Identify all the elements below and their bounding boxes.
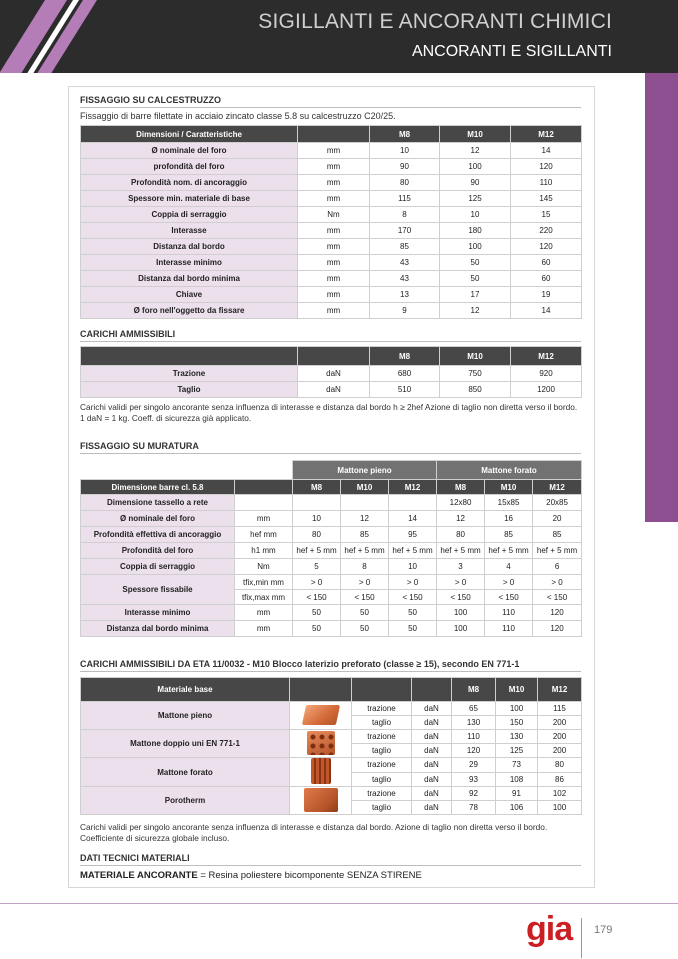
row-label: Coppia di serraggio xyxy=(81,559,235,575)
table-row xyxy=(81,303,582,319)
table-row xyxy=(81,143,582,159)
table-cell: 29 xyxy=(452,758,496,773)
table-cell: 110 xyxy=(485,605,533,621)
material-value: = Resina poliestere bicomponente SENZA STIRENE xyxy=(200,870,422,881)
row-label: Distanza dal bordo minima xyxy=(81,621,235,637)
side-color-tab xyxy=(645,73,678,522)
section-divider xyxy=(80,865,581,866)
porotherm-brick-icon xyxy=(304,788,338,812)
table-cell: 93 xyxy=(452,772,496,787)
column-header xyxy=(352,678,412,702)
row-label: Chiave xyxy=(81,287,298,303)
section-title-masonry: FISSAGGIO SU MURATURA xyxy=(80,441,199,451)
section-divider xyxy=(80,671,581,672)
table-row xyxy=(81,559,582,575)
table-cell: 50 xyxy=(389,621,437,637)
table-cell: 78 xyxy=(452,801,496,815)
column-header: M8 xyxy=(452,678,496,702)
table-row xyxy=(81,730,582,744)
table-cell: mm xyxy=(298,287,370,303)
header-row xyxy=(81,678,582,702)
table-cell: daN xyxy=(412,730,452,744)
row-label: Profondità nom. di ancoraggio xyxy=(81,175,298,191)
table-cell: trazione xyxy=(352,730,412,744)
material-label: MATERIALE ANCORANTE xyxy=(80,870,198,881)
table-cell: hef + 5 mm xyxy=(389,543,437,559)
table-cell: < 150 xyxy=(533,590,582,605)
column-header: M12 xyxy=(511,347,582,366)
column-header: Dimensioni / Caratteristiche xyxy=(81,126,298,143)
table-cell: hef + 5 mm xyxy=(437,543,485,559)
table-cell: 125 xyxy=(440,191,511,207)
table-cell: 13 xyxy=(370,287,440,303)
table-cell: 12 xyxy=(440,303,511,319)
table-row xyxy=(81,255,582,271)
column-header: M8 xyxy=(370,126,440,143)
table-cell: mm xyxy=(298,223,370,239)
table-cell: trazione xyxy=(352,758,412,773)
table-cell: 10 xyxy=(293,511,341,527)
row-label: Taglio xyxy=(81,382,298,398)
hollow-brick-icon xyxy=(311,758,331,784)
table-cell: Nm xyxy=(235,559,293,575)
table-cell: 100 xyxy=(440,159,511,175)
table-cell: < 150 xyxy=(341,590,389,605)
section-title-concrete: FISSAGGIO SU CALCESTRUZZO xyxy=(80,95,222,105)
table-cell: < 150 xyxy=(485,590,533,605)
table-cell: trazione xyxy=(352,787,412,801)
table-cell: 12 xyxy=(341,511,389,527)
table-cell: tfix,min mm xyxy=(235,575,293,590)
table-row xyxy=(81,207,582,223)
table-cell: mm xyxy=(235,511,293,527)
masonry-table xyxy=(80,460,582,637)
table-cell: mm xyxy=(298,239,370,255)
table-cell: 110 xyxy=(452,730,496,744)
table-cell: 120 xyxy=(511,159,582,175)
table-cell: 20x85 xyxy=(533,495,582,511)
table-cell: daN xyxy=(412,787,452,801)
double-brick-icon xyxy=(307,731,335,755)
table-cell: > 0 xyxy=(485,575,533,590)
table-cell: 170 xyxy=(370,223,440,239)
table-cell: 680 xyxy=(370,366,440,382)
table-cell: 15 xyxy=(511,207,582,223)
table-cell: 90 xyxy=(440,175,511,191)
group-header: Mattone pieno xyxy=(293,461,437,480)
table-cell: daN xyxy=(412,702,452,716)
table-row xyxy=(81,543,582,559)
table-row xyxy=(81,191,582,207)
table-cell: 95 xyxy=(389,527,437,543)
table-row xyxy=(81,702,582,716)
table-cell: 102 xyxy=(538,787,582,801)
table-cell: 20 xyxy=(533,511,582,527)
table-cell: > 0 xyxy=(293,575,341,590)
material-line xyxy=(80,870,422,881)
table-cell: hef + 5 mm xyxy=(533,543,582,559)
table-cell: 510 xyxy=(370,382,440,398)
table-cell: 50 xyxy=(440,271,511,287)
gia-logo: gia xyxy=(526,910,573,948)
header-title: SIGILLANTI E ANCORANTI CHIMICI xyxy=(258,10,612,33)
table-cell: 120 xyxy=(533,605,582,621)
table-row xyxy=(81,287,582,303)
table-cell: 10 xyxy=(370,143,440,159)
material-name: Mattone doppio uni EN 771-1 xyxy=(81,730,290,758)
row-label: Spessore min. materiale di base xyxy=(81,191,298,207)
table-cell: 80 xyxy=(437,527,485,543)
column-header: M12 xyxy=(533,480,582,495)
solid-brick-icon xyxy=(301,705,339,725)
header-subtitle: ANCORANTI E SIGILLANTI xyxy=(411,43,612,60)
table-row xyxy=(81,511,582,527)
table-cell: 4 xyxy=(485,559,533,575)
table-cell: 10 xyxy=(440,207,511,223)
material-image xyxy=(290,702,352,730)
table-cell: 60 xyxy=(511,271,582,287)
table-cell: 100 xyxy=(496,702,538,716)
table-cell: < 150 xyxy=(389,590,437,605)
table-cell: 85 xyxy=(533,527,582,543)
table-row xyxy=(81,159,582,175)
column-header xyxy=(298,347,370,366)
page-header xyxy=(0,0,678,73)
concrete-subtitle: Fissaggio di barre filettate in acciaio zincato classe 5.8 su calcestruzzo C20/25. xyxy=(80,111,396,121)
material-name: Mattone pieno xyxy=(81,702,290,730)
table-cell: 12x80 xyxy=(437,495,485,511)
material-image xyxy=(290,730,352,758)
table-cell: 6 xyxy=(533,559,582,575)
row-label: Distanza dal bordo minima xyxy=(81,271,298,287)
table-cell: 80 xyxy=(370,175,440,191)
table-cell: 920 xyxy=(511,366,582,382)
table-cell: daN xyxy=(412,744,452,758)
table-row xyxy=(81,382,582,398)
table-cell: > 0 xyxy=(533,575,582,590)
table-cell: 80 xyxy=(293,527,341,543)
column-header xyxy=(412,678,452,702)
material-image xyxy=(290,758,352,787)
table-cell: taglio xyxy=(352,801,412,815)
footer-divider xyxy=(0,903,678,904)
table-cell: 115 xyxy=(370,191,440,207)
section-title-loads: CARICHI AMMISSIBILI xyxy=(80,329,176,339)
table-cell: > 0 xyxy=(437,575,485,590)
table-cell: 10 xyxy=(389,559,437,575)
column-header: M8 xyxy=(437,480,485,495)
column-header: Dimensione barre cl. 5.8 xyxy=(81,480,235,495)
table-cell: taglio xyxy=(352,772,412,787)
group-header: Mattone forato xyxy=(437,461,582,480)
table-cell: mm xyxy=(298,255,370,271)
header-row xyxy=(81,480,582,495)
page-number: 179 xyxy=(594,924,613,936)
eta-table xyxy=(80,677,582,815)
header-row xyxy=(81,126,582,143)
row-label: Spessore fissabile xyxy=(81,575,235,605)
table-cell: 86 xyxy=(538,772,582,787)
table-cell: 108 xyxy=(496,772,538,787)
table-cell: 1200 xyxy=(511,382,582,398)
table-cell: 65 xyxy=(452,702,496,716)
footer-separator xyxy=(581,918,582,958)
table-cell: 8 xyxy=(341,559,389,575)
table-cell: mm xyxy=(298,271,370,287)
table-cell: mm xyxy=(298,191,370,207)
table-cell: 110 xyxy=(485,621,533,637)
table-row xyxy=(81,175,582,191)
table-cell xyxy=(389,495,437,511)
section-divider xyxy=(80,107,581,108)
table-cell: 43 xyxy=(370,271,440,287)
table-cell: 80 xyxy=(538,758,582,773)
column-header: M10 xyxy=(496,678,538,702)
column-header: M10 xyxy=(440,347,511,366)
row-label: Distanza dal bordo xyxy=(81,239,298,255)
table-cell: 50 xyxy=(341,605,389,621)
table-cell: 17 xyxy=(440,287,511,303)
eta-note: Carichi validi per singolo ancorante senza influenza di interasse e distanza dal bordo. Azione di taglio non diretta verso il bordo. Coefficiente di sicurezza globale incluso. xyxy=(80,822,548,843)
table-cell: 100 xyxy=(538,801,582,815)
table-cell: 85 xyxy=(341,527,389,543)
loads-table xyxy=(80,346,582,398)
column-header: Materiale base xyxy=(81,678,290,702)
row-label: Ø nominale del foro xyxy=(81,511,235,527)
table-cell: daN xyxy=(412,772,452,787)
table-cell: daN xyxy=(412,801,452,815)
table-cell: 200 xyxy=(538,716,582,730)
row-label: Profondità effettiva di ancoraggio xyxy=(81,527,235,543)
table-cell: mm xyxy=(235,621,293,637)
table-row xyxy=(81,366,582,382)
column-header: M10 xyxy=(440,126,511,143)
table-cell: 120 xyxy=(533,621,582,637)
table-cell: 9 xyxy=(370,303,440,319)
material-name: Porotherm xyxy=(81,787,290,815)
concrete-table xyxy=(80,125,582,319)
table-row xyxy=(81,527,582,543)
column-header xyxy=(298,126,370,143)
table-cell: 220 xyxy=(511,223,582,239)
table-row xyxy=(81,223,582,239)
table-cell: 90 xyxy=(370,159,440,175)
row-label: Ø nominale del foro xyxy=(81,143,298,159)
table-cell: 100 xyxy=(437,621,485,637)
table-cell: 120 xyxy=(452,744,496,758)
table-cell: 120 xyxy=(511,239,582,255)
table-cell: 110 xyxy=(511,175,582,191)
column-header: M8 xyxy=(293,480,341,495)
table-cell: trazione xyxy=(352,702,412,716)
table-cell: 130 xyxy=(496,730,538,744)
table-cell: 150 xyxy=(496,716,538,730)
table-cell: 3 xyxy=(437,559,485,575)
material-name: Mattone forato xyxy=(81,758,290,787)
table-cell: 14 xyxy=(511,143,582,159)
table-cell: 19 xyxy=(511,287,582,303)
table-cell xyxy=(341,495,389,511)
table-cell: 125 xyxy=(496,744,538,758)
table-cell: daN xyxy=(298,382,370,398)
table-cell: 200 xyxy=(538,730,582,744)
table-cell: daN xyxy=(298,366,370,382)
table-cell: Nm xyxy=(298,207,370,223)
row-label: Interasse xyxy=(81,223,298,239)
row-label: Ø foro nell'oggetto da fissare xyxy=(81,303,298,319)
table-cell: mm xyxy=(298,303,370,319)
column-header: M10 xyxy=(485,480,533,495)
table-cell: 115 xyxy=(538,702,582,716)
table-cell: mm xyxy=(235,605,293,621)
section-title-tech: DATI TECNICI MATERIALI xyxy=(80,853,190,863)
section-title-eta: CARICHI AMMISSIBILI DA ETA 11/0032 - M10 Blocco laterizio preforato (classe ≥ 15), secondo EN 771-1 xyxy=(80,659,520,669)
table-cell: 92 xyxy=(452,787,496,801)
table-cell: 145 xyxy=(511,191,582,207)
table-cell: hef + 5 mm xyxy=(293,543,341,559)
column-header: M12 xyxy=(538,678,582,702)
table-cell: mm xyxy=(298,159,370,175)
loads-note: Carichi validi per singolo ancorante senza influenza di interasse e distanza dal bordo h ≥ 2hef Azione di taglio non diretta verso il bordo. 1 daN = 1 kg. Coeff. di sicurezza già applicato. xyxy=(80,402,578,423)
row-label: Coppia di serraggio xyxy=(81,207,298,223)
column-header: M10 xyxy=(341,480,389,495)
table-cell: 200 xyxy=(538,744,582,758)
table-cell: 5 xyxy=(293,559,341,575)
table-row xyxy=(81,605,582,621)
table-cell: 85 xyxy=(370,239,440,255)
table-row xyxy=(81,621,582,637)
table-cell: taglio xyxy=(352,716,412,730)
section-divider xyxy=(80,341,581,342)
table-cell: 12 xyxy=(437,511,485,527)
table-cell: 15x85 xyxy=(485,495,533,511)
row-label: Dimensione tassello a rete xyxy=(81,495,235,511)
table-cell: 14 xyxy=(511,303,582,319)
table-cell: 100 xyxy=(440,239,511,255)
column-header xyxy=(235,480,293,495)
row-label: Interasse minimo xyxy=(81,605,235,621)
table-cell: 16 xyxy=(485,511,533,527)
table-cell: < 150 xyxy=(437,590,485,605)
column-header: M12 xyxy=(511,126,582,143)
table-cell xyxy=(235,495,293,511)
table-cell: hef + 5 mm xyxy=(485,543,533,559)
table-cell: > 0 xyxy=(389,575,437,590)
table-row xyxy=(81,758,582,773)
table-cell: 12 xyxy=(440,143,511,159)
table-cell: 180 xyxy=(440,223,511,239)
table-cell: taglio xyxy=(352,744,412,758)
table-cell: 8 xyxy=(370,207,440,223)
column-header xyxy=(81,347,298,366)
table-cell: h1 mm xyxy=(235,543,293,559)
table-cell: 50 xyxy=(341,621,389,637)
material-image xyxy=(290,787,352,815)
table-cell: 130 xyxy=(452,716,496,730)
table-cell: daN xyxy=(412,758,452,773)
row-label: Trazione xyxy=(81,366,298,382)
table-cell: 91 xyxy=(496,787,538,801)
row-label: Profondità del foro xyxy=(81,543,235,559)
table-cell: 50 xyxy=(293,621,341,637)
group-header-row xyxy=(81,461,582,480)
table-cell: 106 xyxy=(496,801,538,815)
table-row xyxy=(81,787,582,801)
table-cell: hef + 5 mm xyxy=(341,543,389,559)
table-cell: 100 xyxy=(437,605,485,621)
table-row xyxy=(81,271,582,287)
table-cell: 60 xyxy=(511,255,582,271)
table-cell: daN xyxy=(412,716,452,730)
table-cell: < 150 xyxy=(293,590,341,605)
table-cell: 85 xyxy=(485,527,533,543)
section-divider xyxy=(80,453,581,454)
row-label: profondità del foro xyxy=(81,159,298,175)
column-header: M12 xyxy=(389,480,437,495)
column-header xyxy=(290,678,352,702)
table-cell: 50 xyxy=(440,255,511,271)
table-cell: tfix,max mm xyxy=(235,590,293,605)
table-cell: 14 xyxy=(389,511,437,527)
table-cell: 850 xyxy=(440,382,511,398)
table-cell: > 0 xyxy=(341,575,389,590)
table-row xyxy=(81,575,582,590)
table-cell: 50 xyxy=(389,605,437,621)
table-cell xyxy=(293,495,341,511)
table-row xyxy=(81,495,582,511)
table-cell: mm xyxy=(298,175,370,191)
table-cell: 750 xyxy=(440,366,511,382)
table-cell: 50 xyxy=(293,605,341,621)
row-label: Interasse minimo xyxy=(81,255,298,271)
column-header: M8 xyxy=(370,347,440,366)
blank-cell xyxy=(81,461,293,480)
header-row xyxy=(81,347,582,366)
table-cell: 73 xyxy=(496,758,538,773)
table-cell: mm xyxy=(298,143,370,159)
table-cell: 43 xyxy=(370,255,440,271)
table-row xyxy=(81,239,582,255)
table-cell: hef mm xyxy=(235,527,293,543)
